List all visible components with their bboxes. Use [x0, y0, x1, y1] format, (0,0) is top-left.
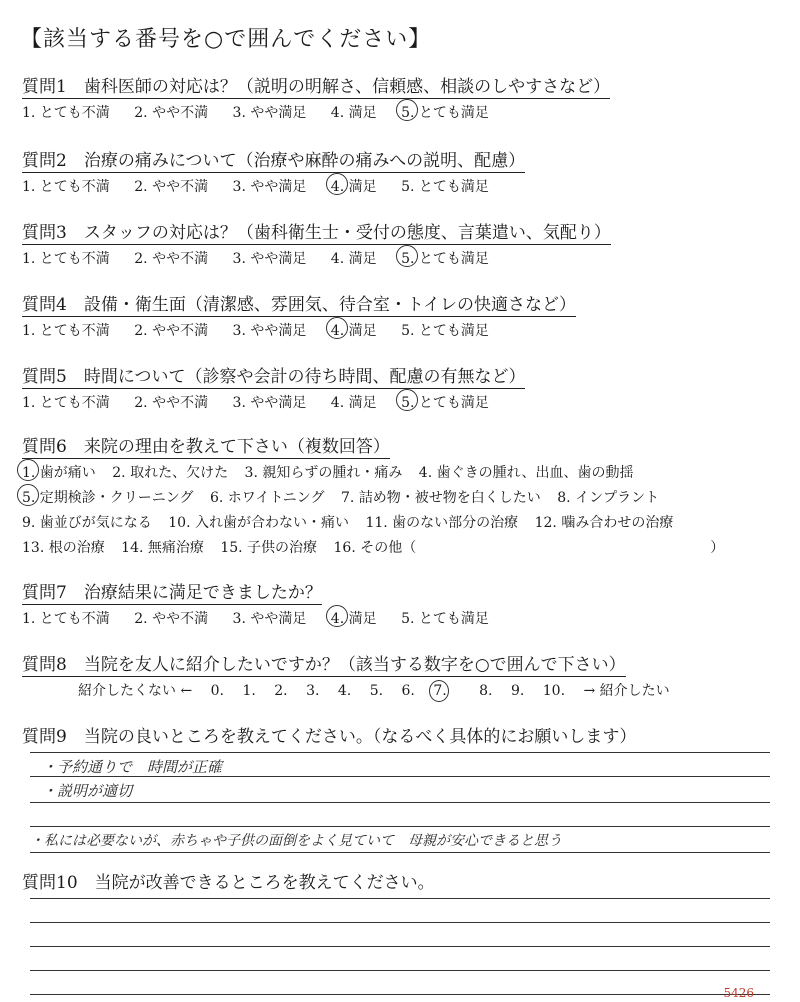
question-7 [22, 578, 509, 628]
q6-option-11[interactable]: 11. 歯のない部分の治療 [365, 515, 519, 531]
answer-line [30, 946, 770, 947]
q9-answer-2[interactable]: ・説明が適切 [42, 782, 133, 800]
answer-line [30, 752, 770, 753]
q5-option-5[interactable]: 5. とても満足 [401, 392, 489, 412]
answer-line [30, 970, 770, 971]
q8-scale-1[interactable]: 1. [242, 683, 256, 699]
q6-option-5[interactable]: 5. 定期検診・クリーニング [22, 487, 194, 507]
selection-circle [326, 605, 348, 627]
q7-option-4[interactable]: 4. 満足 [331, 608, 377, 628]
q3-option-1[interactable]: 1. とても不満 [22, 251, 110, 267]
selection-circle [326, 317, 348, 339]
q2-option-3[interactable]: 3. やや満足 [232, 179, 307, 195]
corner-mark: 5426 [723, 986, 754, 1000]
q6-row-1 [22, 462, 645, 482]
q6-row-4 [22, 537, 736, 557]
q8-scale-5[interactable]: 5. [369, 683, 384, 699]
answer-line [30, 994, 770, 995]
answer-line [30, 852, 770, 853]
selection-circle [396, 99, 418, 121]
q8-scale-10[interactable]: 10. [542, 683, 566, 699]
q9-answer-1[interactable]: ・予約通りで 時間が正確 [42, 758, 223, 776]
q8-scale-8[interactable]: 8. [479, 683, 493, 699]
q3-option-5[interactable]: 5. とても満足 [401, 248, 489, 268]
question-5-options [22, 392, 525, 412]
q5-option-4[interactable]: 4. 満足 [330, 395, 377, 411]
q8-scale-6[interactable]: 6. [401, 683, 415, 699]
question-10 [22, 868, 435, 894]
q6-option-14[interactable]: 14. 無痛治療 [121, 540, 204, 556]
question-5 [22, 362, 525, 412]
q2-option-2[interactable]: 2. やや不満 [134, 179, 209, 195]
q6-option-4[interactable]: 4. 歯ぐきの腫れ、出血、歯の動揺 [418, 465, 634, 481]
q1-option-5[interactable]: 5. とても満足 [401, 102, 489, 122]
q3-option-3[interactable]: 3. やや満足 [232, 251, 307, 267]
q7-option-3[interactable]: 3. やや満足 [232, 611, 307, 627]
q2-option-4[interactable]: 4. 満足 [331, 176, 377, 196]
q4-option-3[interactable]: 3. やや満足 [232, 323, 307, 339]
q8-right-label: → 紹介したい [583, 683, 670, 699]
question-8-heading: 質問8 当院を友人に紹介したいですか？（該当する数字を○で囲んで下さい） [22, 650, 626, 677]
q6-option-1[interactable]: 1. 歯が痛い [22, 462, 96, 482]
question-4-options [22, 320, 576, 340]
q8-scale-0[interactable]: 0. [210, 683, 224, 699]
q4-option-1[interactable]: 1. とても不満 [22, 323, 110, 339]
q6-option-13[interactable]: 13. 根の治療 [22, 540, 105, 556]
q2-option-5[interactable]: 5. とても満足 [401, 179, 489, 195]
selection-circle [17, 484, 39, 506]
q8-scale-2[interactable]: 2. [274, 683, 288, 699]
q6-option-7[interactable]: 7. 詰め物・被せ物を白くしたい [341, 490, 541, 506]
q6-option-6[interactable]: 6. ホワイトニング [209, 490, 325, 506]
question-2-options [22, 176, 525, 196]
q5-option-1[interactable]: 1. とても不満 [22, 395, 110, 411]
question-3-options [22, 248, 611, 268]
q6-option-9[interactable]: 9. 歯並びが気になる [22, 515, 152, 531]
page-title: 【該当する番号を○で囲んでください】 [20, 27, 432, 52]
answer-line [30, 826, 770, 827]
q6-option-10[interactable]: 10. 入れ歯が合わない・痛い [168, 515, 349, 531]
question-4 [22, 290, 576, 340]
question-1 [22, 72, 610, 122]
selection-circle [326, 173, 348, 195]
q4-option-2[interactable]: 2. やや不満 [134, 323, 209, 339]
q9-answer-3[interactable]: ・私には必要ないが、赤ちゃや子供の面倒をよく見ていて 母親が安心できると思う [30, 833, 562, 849]
answer-line [30, 802, 770, 803]
answer-line [30, 898, 770, 899]
q8-scale-4[interactable]: 4. [337, 683, 352, 699]
q8-scale [78, 680, 684, 700]
question-3 [22, 218, 611, 268]
q6-row-2 [22, 487, 671, 507]
q1-option-3[interactable]: 3. やや満足 [232, 105, 307, 121]
q4-option-5[interactable]: 5. とても満足 [401, 323, 489, 339]
question-1-heading: 質問1 歯科医師の対応は？（説明の明解さ、信頼感、相談のしやすさなど） [22, 72, 610, 99]
q5-option-2[interactable]: 2. やや不満 [134, 395, 209, 411]
q6-option-3[interactable]: 3. 親知らずの腫れ・痛み [244, 465, 403, 481]
q3-option-4[interactable]: 4. 満足 [330, 251, 377, 267]
q6-option-8[interactable]: 8. インプラント [557, 490, 660, 506]
question-1-options [22, 102, 610, 122]
q7-option-1[interactable]: 1. とても不満 [22, 611, 110, 627]
question-3-heading: 質問3 スタッフの対応は？（歯科衛生士・受付の態度、言葉遣い、気配り） [22, 218, 611, 245]
selection-circle [396, 389, 418, 411]
q1-option-2[interactable]: 2. やや不満 [134, 105, 209, 121]
question-9 [22, 722, 636, 748]
q8-scale-3[interactable]: 3. [306, 683, 320, 699]
question-7-options [22, 608, 509, 628]
question-8 [22, 650, 626, 677]
question-6 [22, 432, 390, 459]
selection-circle [396, 245, 418, 267]
question-10-heading: 質問10 当院が改善できるところを教えてください。 [22, 873, 435, 893]
answer-line [30, 922, 770, 923]
q8-scale-7[interactable]: 7. [433, 683, 460, 699]
question-7-heading: 質問7 治療結果に満足できましたか？ [22, 578, 322, 605]
question-2-heading: 質問2 治療の痛みについて（治療や麻酔の痛みへの説明、配慮） [22, 146, 525, 173]
q6-row-3 [22, 512, 685, 532]
q6-option-15[interactable]: 15. 子供の治療 [220, 540, 318, 556]
question-5-heading: 質問5 時間について（診察や会計の待ち時間、配慮の有無など） [22, 362, 525, 389]
q5-option-3[interactable]: 3. やや満足 [232, 395, 307, 411]
q6-option-16[interactable]: 16. その他（ ） [333, 540, 725, 556]
q7-option-5[interactable]: 5. とても満足 [401, 611, 489, 627]
q8-scale-9[interactable]: 9. [510, 683, 525, 699]
q1-option-4[interactable]: 4. 満足 [330, 105, 377, 121]
q6-option-2[interactable]: 2. 取れた、欠けた [112, 465, 229, 481]
q7-option-2[interactable]: 2. やや不満 [134, 611, 209, 627]
question-6-heading: 質問6 来院の理由を教えて下さい（複数回答） [22, 432, 390, 459]
question-9-heading: 質問9 当院の良いところを教えてください。（なるべく具体的にお願いします） [22, 727, 637, 747]
q2-option-1[interactable]: 1. とても不満 [22, 179, 110, 195]
question-2 [22, 146, 525, 196]
q6-option-12[interactable]: 12. 噛み合わせの治療 [534, 515, 674, 531]
question-4-heading: 質問4 設備・衛生面（清潔感、雰囲気、待合室・トイレの快適さなど） [22, 290, 576, 317]
q4-option-4[interactable]: 4. 満足 [331, 320, 377, 340]
selection-circle [17, 459, 39, 481]
q1-option-1[interactable]: 1. とても不満 [22, 105, 110, 121]
q8-left-label: 紹介したくない ← [78, 683, 193, 699]
q3-option-2[interactable]: 2. やや不満 [134, 251, 209, 267]
